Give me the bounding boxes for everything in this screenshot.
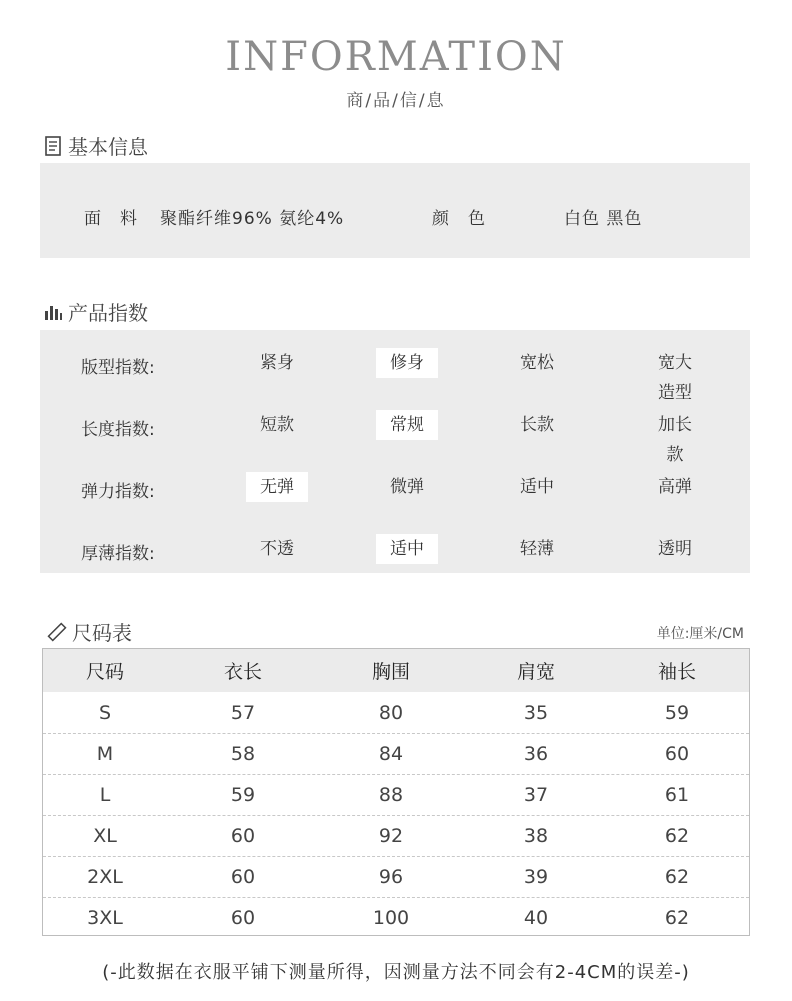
index-option: 短款 xyxy=(260,415,294,435)
page-title: INFORMATION xyxy=(225,34,567,80)
table-cell: S xyxy=(98,701,112,724)
table-cell: M xyxy=(96,743,114,765)
index-row-label: 版型指数: xyxy=(81,358,155,378)
table-cell: 80 xyxy=(378,701,404,724)
table-cell: XL xyxy=(93,825,117,847)
table-cell: 59 xyxy=(664,701,690,724)
product-index-panel xyxy=(40,330,750,573)
index-option: 宽松 xyxy=(520,353,554,373)
table-cell: 60 xyxy=(664,743,690,765)
size-chart-heading xyxy=(46,617,132,646)
document-icon xyxy=(42,135,64,157)
index-option: 轻薄 xyxy=(520,539,554,559)
table-cell: 58 xyxy=(230,743,256,765)
index-option: 微弹 xyxy=(390,477,424,497)
index-option: 长款 xyxy=(520,415,554,435)
table-cell: 36 xyxy=(523,743,549,765)
bar-chart-icon xyxy=(42,301,64,323)
product-index-heading xyxy=(42,297,148,326)
table-cell: 88 xyxy=(378,784,404,806)
table-row xyxy=(43,856,749,897)
table-cell: 40 xyxy=(523,907,549,929)
table-cell: 84 xyxy=(378,743,404,765)
table-cell: 39 xyxy=(523,866,549,888)
index-row xyxy=(40,534,750,564)
table-cell: 60 xyxy=(230,907,256,929)
column-header: 袖长 xyxy=(657,661,697,683)
basic-info-heading xyxy=(42,131,148,160)
table-cell: 62 xyxy=(664,866,690,888)
table-cell: 37 xyxy=(523,784,549,806)
index-option-selected: 修身 xyxy=(376,348,438,378)
color-value: 白色 黑色 xyxy=(564,209,643,229)
index-row xyxy=(40,410,750,465)
index-row-label: 弹力指数: xyxy=(81,482,155,502)
table-cell: 96 xyxy=(378,866,404,888)
ruler-icon xyxy=(46,621,68,643)
product-index-title: 产品指数 xyxy=(68,301,148,325)
index-option: 高弹 xyxy=(658,477,692,497)
table-cell: 60 xyxy=(230,866,256,888)
index-row-label: 长度指数: xyxy=(81,420,155,440)
table-cell: 2XL xyxy=(87,866,123,888)
index-row-label: 厚薄指数: xyxy=(81,544,155,564)
table-cell: 100 xyxy=(372,907,410,929)
index-option-selected: 无弹 xyxy=(246,472,308,502)
index-option: 透明 xyxy=(658,539,692,559)
unit-label: 单位:厘米/CM xyxy=(656,626,744,642)
table-cell: 60 xyxy=(230,825,256,847)
index-option: 适中 xyxy=(520,477,554,497)
table-cell: 92 xyxy=(378,825,404,847)
index-option-selected: 适中 xyxy=(376,534,438,564)
table-row xyxy=(43,774,749,815)
measurement-note: (-此数据在衣服平铺下测量所得，因测量方法不同会有2-4CM的误差-) xyxy=(102,962,690,983)
table-cell: 61 xyxy=(664,784,690,806)
table-cell: 57 xyxy=(230,701,256,724)
index-row xyxy=(40,472,750,502)
basic-info-panel xyxy=(40,163,750,258)
page-subtitle: 商/品/信/息 xyxy=(346,91,446,111)
size-table xyxy=(42,648,750,936)
table-cell: 3XL xyxy=(87,907,123,929)
column-header: 尺码 xyxy=(85,661,125,683)
table-row xyxy=(43,815,749,856)
index-option: 宽大造型 xyxy=(658,353,692,403)
index-option: 紧身 xyxy=(260,353,294,373)
index-row xyxy=(40,348,750,403)
basic-info-title: 基本信息 xyxy=(68,135,148,159)
size-chart-title: 尺码表 xyxy=(72,621,132,645)
index-option: 加长款 xyxy=(658,415,692,465)
size-table-header xyxy=(43,649,749,692)
index-option: 不透 xyxy=(260,539,294,559)
fabric-label: 面 料 xyxy=(84,209,138,229)
color-label: 颜 色 xyxy=(432,209,486,229)
table-row xyxy=(43,692,749,733)
table-cell: 62 xyxy=(664,907,690,929)
column-header: 胸围 xyxy=(371,661,411,683)
table-row xyxy=(43,733,749,774)
fabric-value: 聚酯纤维96% 氨纶4% xyxy=(160,209,345,229)
table-cell: 62 xyxy=(664,825,690,847)
table-cell: L xyxy=(99,784,111,806)
table-cell: 38 xyxy=(523,825,549,847)
column-header: 肩宽 xyxy=(516,661,556,683)
table-cell: 35 xyxy=(523,701,549,724)
column-header: 衣长 xyxy=(223,661,263,683)
index-option-selected: 常规 xyxy=(376,410,438,440)
table-cell: 59 xyxy=(230,784,256,806)
table-row xyxy=(43,897,749,938)
